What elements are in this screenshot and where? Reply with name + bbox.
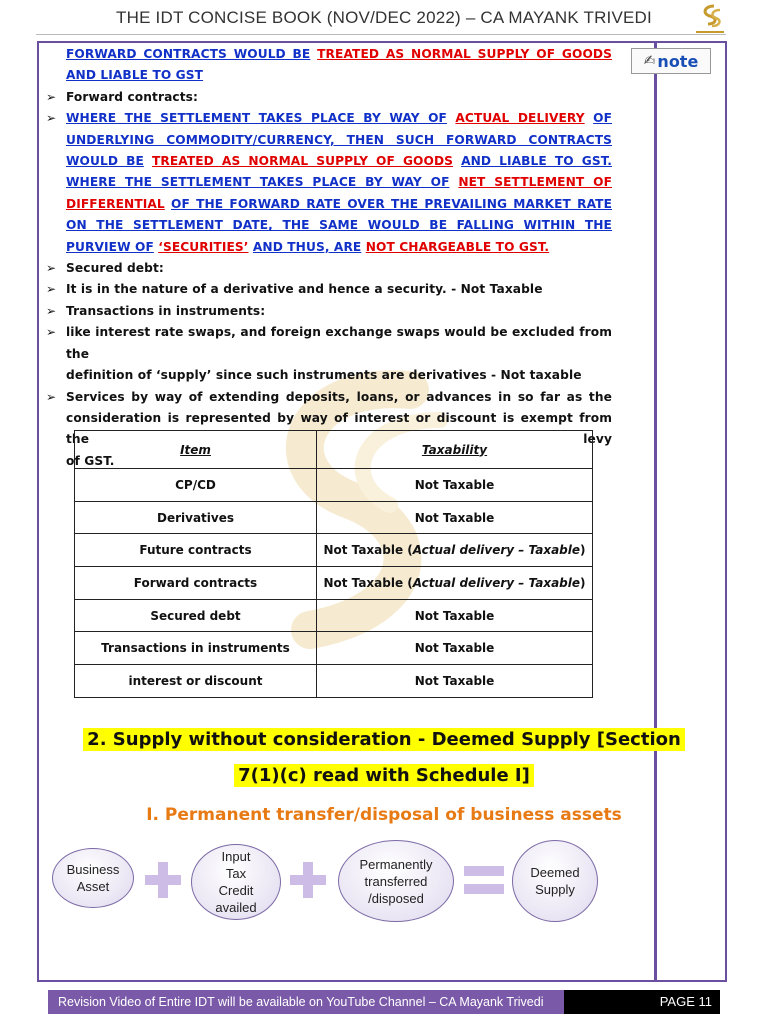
text-span: ACTUAL DELIVERY bbox=[455, 111, 585, 126]
table-row bbox=[75, 632, 593, 665]
text-span: Actual delivery – Taxable bbox=[412, 575, 581, 590]
text-span: WOULD BE bbox=[66, 154, 144, 169]
taxability-table bbox=[74, 430, 593, 698]
text-span: NET SETTLEMENT OF bbox=[458, 175, 612, 190]
header-title: THE IDT CONCISE BOOK (NOV/DEC 2022) – CA MAYANK TRIVEDI bbox=[116, 8, 652, 27]
arrow-bullet-icon: ➢ bbox=[46, 303, 57, 318]
flow-node-deemed-supply bbox=[512, 840, 598, 922]
text-span: WHERE THE SETTLEMENT TAKES PLACE BY WAY OF bbox=[66, 175, 450, 190]
footer-banner bbox=[48, 990, 564, 1014]
arrow-bullet-icon: ➢ bbox=[46, 389, 57, 404]
table-cell bbox=[317, 534, 593, 567]
text-span: Secured debt: bbox=[66, 261, 164, 276]
flow-node-business-asset bbox=[52, 848, 134, 908]
bullet-item bbox=[46, 322, 612, 365]
table-cell: Not Taxable bbox=[317, 632, 593, 665]
text-line bbox=[46, 172, 612, 193]
text-span: Forward contracts: bbox=[66, 89, 198, 104]
text-span: FORWARD CONTRACTS WOULD BE bbox=[66, 47, 311, 61]
text-span: Credit bbox=[218, 883, 254, 898]
page-number-text: PAGE 11 bbox=[659, 994, 712, 1009]
table-cell: Not Taxable bbox=[317, 501, 593, 534]
text-span: Actual delivery – Taxable bbox=[412, 543, 581, 558]
table-row bbox=[75, 501, 593, 534]
text-span: AND THUS, ARE bbox=[252, 239, 362, 254]
text-span: definition of ‘supply’ since such instruments are derivatives - Not taxable bbox=[66, 368, 582, 383]
bullet-item bbox=[46, 301, 612, 322]
table-cell: Derivatives bbox=[75, 501, 317, 534]
table-cell: Not Taxable bbox=[317, 599, 593, 632]
table-cell: Transactions in instruments bbox=[75, 632, 317, 665]
text-span: ON THE SETTLEMENT DATE, THE SAME WOULD BE FALLING WITHIN THE bbox=[66, 218, 612, 233]
text-span: Tax bbox=[225, 866, 247, 881]
table-row bbox=[75, 567, 593, 600]
text-span: 2. Supply without consideration - Deemed Supply [Section bbox=[83, 728, 685, 751]
text-line bbox=[46, 65, 612, 86]
table-cell: Not Taxable bbox=[317, 469, 593, 502]
text-span: Transactions in instruments: bbox=[66, 303, 266, 318]
text-span: ) bbox=[580, 543, 586, 558]
table-cell: CP/CD bbox=[75, 469, 317, 502]
text-line bbox=[46, 44, 612, 65]
text-span: UNDERLYING COMMODITY/CURRENCY, THEN SUCH FORWARD CONTRACTS bbox=[66, 132, 612, 147]
note-badge bbox=[631, 48, 711, 74]
arrow-bullet-icon: ➢ bbox=[46, 282, 57, 297]
page-number bbox=[564, 990, 720, 1014]
bullet-item bbox=[46, 387, 612, 408]
brand-logo-icon bbox=[690, 2, 730, 38]
plus-icon bbox=[143, 860, 183, 900]
header-rule bbox=[36, 34, 726, 35]
text-span: Not Taxable ( bbox=[323, 575, 413, 590]
table-row bbox=[75, 665, 593, 698]
text-span: OF bbox=[593, 111, 612, 126]
text-span: Supply bbox=[535, 882, 575, 897]
bullet-item bbox=[46, 279, 612, 300]
table-row bbox=[75, 534, 593, 567]
text-line bbox=[46, 130, 612, 151]
bullet-item bbox=[46, 258, 612, 279]
writing-hand-icon: ✍ bbox=[643, 53, 656, 69]
note-badge-label: note bbox=[657, 51, 699, 71]
text-span: AND LIABLE TO GST. bbox=[461, 154, 613, 169]
text-span: WHERE THE SETTLEMENT TAKES PLACE BY WAY OF bbox=[66, 111, 447, 126]
plus-icon bbox=[288, 860, 328, 900]
text-span: It is in the nature of a derivative and hence a security. - Not Taxable bbox=[66, 282, 543, 297]
content-body bbox=[46, 44, 612, 472]
text-span: Input bbox=[221, 849, 251, 864]
table-row bbox=[75, 469, 593, 502]
deemed-supply-flow bbox=[0, 838, 768, 928]
arrow-bullet-icon: ➢ bbox=[46, 89, 57, 104]
text-span: Business Asset bbox=[66, 862, 120, 894]
section-heading-line-2 bbox=[0, 765, 768, 786]
text-line bbox=[46, 215, 612, 236]
text-span: ) bbox=[580, 575, 586, 590]
text-line bbox=[46, 151, 612, 172]
text-span: transferred bbox=[364, 873, 428, 889]
text-line bbox=[46, 194, 612, 215]
text-span: TREATED AS NORMAL SUPPLY OF GOODS bbox=[151, 154, 454, 169]
text-span: Not Taxable ( bbox=[323, 543, 413, 558]
arrow-bullet-icon: ➢ bbox=[46, 111, 57, 126]
text-span: /disposed bbox=[368, 890, 424, 906]
section-heading-line-1 bbox=[0, 729, 768, 750]
table-cell bbox=[317, 567, 593, 600]
table-cell: interest or discount bbox=[75, 665, 317, 698]
text-line bbox=[46, 237, 612, 258]
text-span: Services by way of extending deposits, loans, or advances in so far as the bbox=[66, 389, 612, 404]
text-span: availed bbox=[215, 900, 257, 915]
footer-text: Revision Video of Entire IDT will be available on YouTube Channel – CA Mayank Trivedi bbox=[58, 995, 544, 1009]
table-cell: Secured debt bbox=[75, 599, 317, 632]
bullet-item bbox=[46, 87, 612, 108]
section-subheading: I. Permanent transfer/disposal of business assets bbox=[146, 805, 622, 825]
arrow-bullet-icon: ➢ bbox=[46, 325, 57, 340]
text-span: 7(1)(c) read with Schedule I] bbox=[234, 764, 534, 787]
arrow-bullet-icon: ➢ bbox=[46, 261, 57, 276]
table-cell: Not Taxable bbox=[317, 665, 593, 698]
bullet-item bbox=[46, 108, 612, 129]
text-span: Deemed bbox=[530, 865, 580, 880]
table-cell: Forward contracts bbox=[75, 567, 317, 600]
column-header-taxability: Taxability bbox=[317, 431, 593, 469]
equals-icon bbox=[462, 860, 506, 900]
text-span: DIFFERENTIAL bbox=[66, 196, 165, 211]
text-span: Permanently bbox=[359, 856, 433, 872]
text-span: ‘SECURITIES’ bbox=[158, 239, 249, 254]
text-span: like interest rate swaps, and foreign exchange swaps would be excluded from the bbox=[66, 325, 612, 361]
page-footer bbox=[48, 990, 720, 1014]
text-span: of GST. bbox=[66, 453, 115, 468]
text-span: consideration is represented by way of interest or discount is exempt from the levy bbox=[66, 410, 612, 447]
text-span: TREATED AS NORMAL SUPPLY OF GOODS bbox=[317, 47, 613, 61]
text-line bbox=[46, 365, 612, 386]
column-header-item: Item bbox=[75, 431, 317, 469]
table-row bbox=[75, 599, 593, 632]
text-span: OF THE FORWARD RATE OVER THE PREVAILING MARKET RATE bbox=[171, 196, 613, 211]
flow-node-permanently-transferred bbox=[338, 840, 454, 922]
text-span: PURVIEW OF bbox=[66, 239, 154, 254]
text-span: AND LIABLE TO GST bbox=[66, 68, 204, 83]
table-header-row bbox=[75, 431, 593, 469]
flow-node-itc-availed bbox=[191, 844, 281, 920]
text-span: NOT CHARGEABLE TO GST. bbox=[365, 239, 550, 254]
table-cell: Future contracts bbox=[75, 534, 317, 567]
